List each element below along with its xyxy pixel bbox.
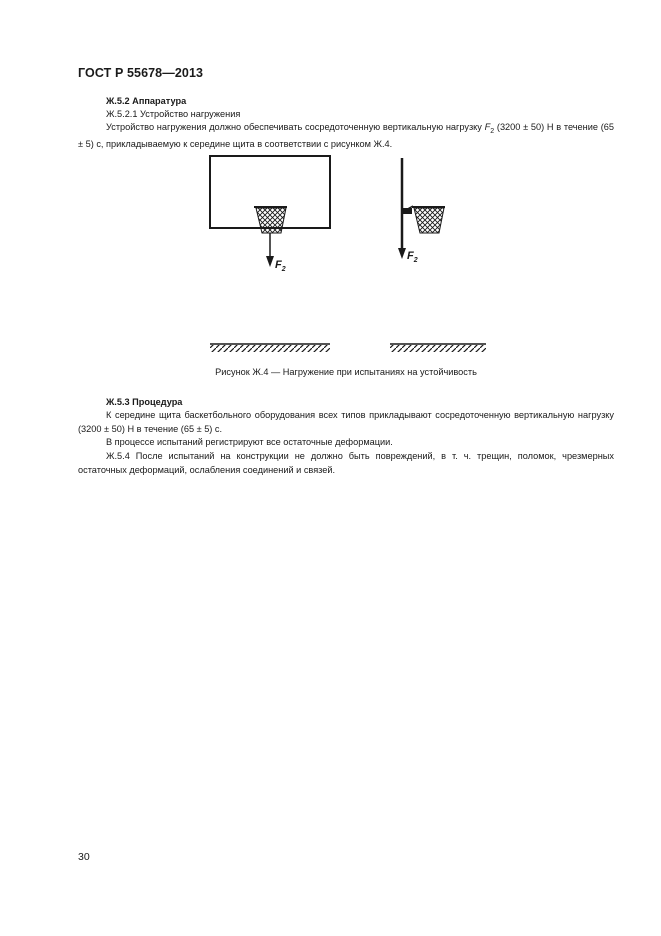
force-symbol: F xyxy=(484,122,491,132)
section-5-3-title: Ж.5.3 Процедура xyxy=(106,397,183,407)
basket-left-icon xyxy=(254,207,287,233)
basket-right-icon xyxy=(402,206,445,233)
force-label-right: $F_2$ xyxy=(407,250,418,264)
document-header: ГОСТ Р 55678—2013 xyxy=(78,66,204,80)
ground-left xyxy=(210,344,330,352)
page-number: 30 xyxy=(78,851,90,863)
figure-zh4 xyxy=(0,0,661,380)
section-5-2-1-title: Ж.5.2.1 Устройство нагружения xyxy=(106,109,241,119)
section-5-4-paragraph: Ж.5.4 После испытаний на конструкции не должно быть повреждений, в т. ч. трещин, поломок, чрезмерных остаточных деформаций, ослабления соединений и связей. xyxy=(78,451,614,475)
force-arrow-right xyxy=(398,248,406,259)
section-5-3-paragraph-1: К середине щита баскетбольного оборудования всех типов прикладывают сосредоточенную вертикальную нагрузку (3200 ± 50) Н в течение (65 ± 5) с. xyxy=(78,410,614,434)
figure-caption: Рисунок Ж.4 — Нагружение при испытаниях на устойчивость xyxy=(215,367,477,377)
section-5-3-paragraph-2: В процессе испытаний регистрируют все остаточные деформации. xyxy=(106,437,393,447)
ground-right xyxy=(390,344,486,352)
force-subscript: 2 xyxy=(490,127,495,135)
force-arrow-left xyxy=(266,233,274,267)
para-start: Устройство нагружения должно обеспечивать сосредоточенную вертикальную нагрузку xyxy=(106,122,485,132)
para-end: (3200 ± 50) Н в течение (65 ± 5) с, прикладываемую к середине щита в соответствии с рисунком Ж.4. xyxy=(78,122,614,150)
force-label-left: $F_2$ xyxy=(275,259,286,273)
section-5-2-title: Ж.5.2 Аппаратура xyxy=(106,96,187,106)
